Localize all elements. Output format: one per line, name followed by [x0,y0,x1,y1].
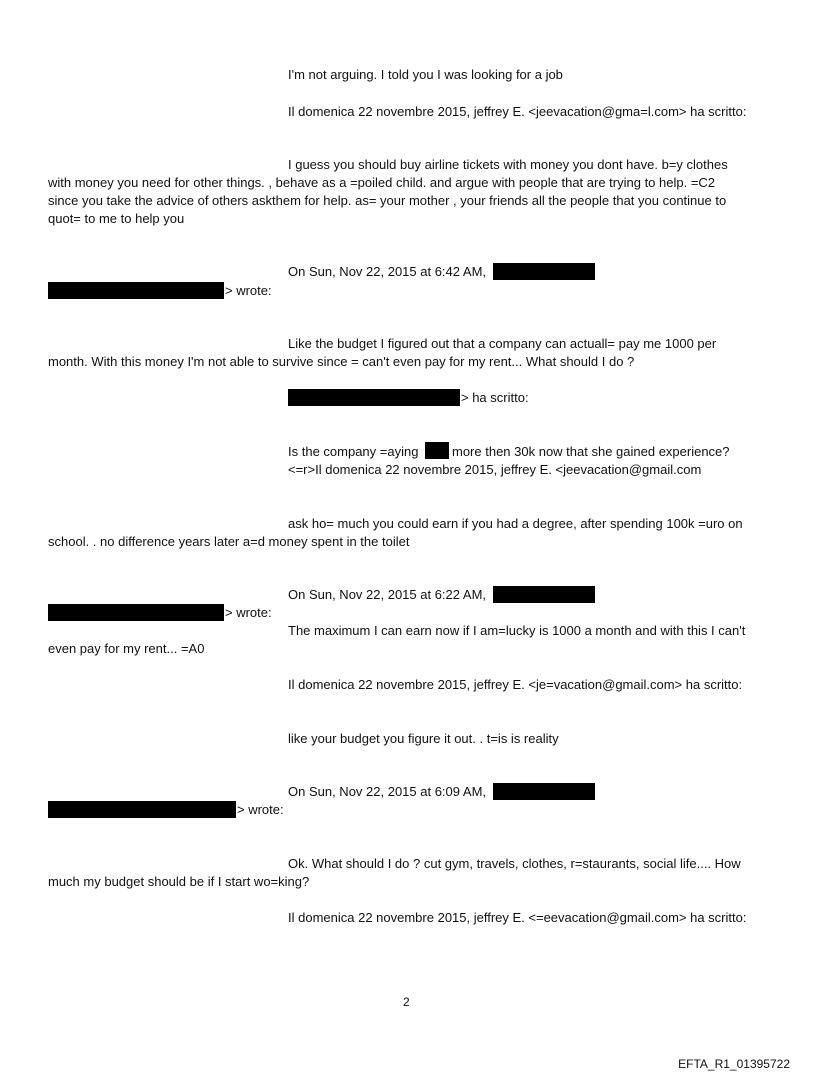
text-line: I guess you should buy airline tickets with money you dont have. b=y clothes [288,157,728,172]
text-line: Is the company =aying [288,444,419,459]
text-line: Like the budget I figured out that a company can actuall= pay me 1000 per [288,336,717,351]
text-line: quot= to me to help you [48,211,185,226]
text-line: The maximum I can earn now if I am=lucky is 1000 a month and with this I can't [288,623,746,638]
redaction-block [425,442,449,459]
text-line: Il domenica 22 novembre 2015, jeffrey E. <=eevacation@gmail.com> ha scritto: [288,910,747,925]
redaction-block [48,282,224,299]
text-line: with money you need for other things. , behave as a =poiled child. and argue with people that are trying to help. =C2 [48,175,716,190]
text-line: ask ho= much you could earn if you had a degree, after spending 100k =uro on [288,516,743,531]
text-line: even pay for my rent... =A0 [48,641,205,656]
text-line: like your budget you figure it out. . t=is is reality [288,731,559,746]
text-line: more then 30k now that she gained experience? [452,444,730,459]
text-line: Il domenica 22 novembre 2015, jeffrey E. <je=vacation@gmail.com> ha scritto: [288,677,743,692]
text-line: On Sun, Nov 22, 2015 at 6:42 AM, [288,264,487,279]
text-line: > wrote: [237,802,284,817]
text-line: On Sun, Nov 22, 2015 at 6:22 AM, [288,587,487,602]
text-line: Il domenica 22 novembre 2015, jeffrey E. <jeevacation@gma=l.com> ha scritto: [288,104,747,119]
text-line: I'm not arguing. I told you I was looking for a job [288,67,563,82]
redaction-block [493,586,595,603]
redaction-block [493,783,595,800]
text-line: > wrote: [225,605,272,620]
page-number: 2 [403,995,410,1009]
text-line: <=r>Il domenica 22 novembre 2015, jeffrey E. <jeevacation@gmail.com [288,462,702,477]
text-line: > ha scritto: [461,390,529,405]
text-line: month. With this money I'm not able to survive since = can't even pay for my rent... What should I do ? [48,354,635,369]
redaction-block [48,801,236,818]
redaction-block [288,389,460,406]
redaction-block [48,604,224,621]
document-id: EFTA_R1_01395722 [678,1057,790,1071]
redaction-block [493,263,595,280]
text-line: > wrote: [225,283,272,298]
text-line: much my budget should be if I start wo=king? [48,874,310,889]
text-line: On Sun, Nov 22, 2015 at 6:09 AM, [288,784,487,799]
text-line: school. . no difference years later a=d money spent in the toilet [48,534,410,549]
text-line: since you take the advice of others askthem for help. as= your mother , your friends all the people that you continue to [48,193,727,208]
text-line: Ok. What should I do ? cut gym, travels, clothes, r=staurants, social life.... How [288,856,741,871]
